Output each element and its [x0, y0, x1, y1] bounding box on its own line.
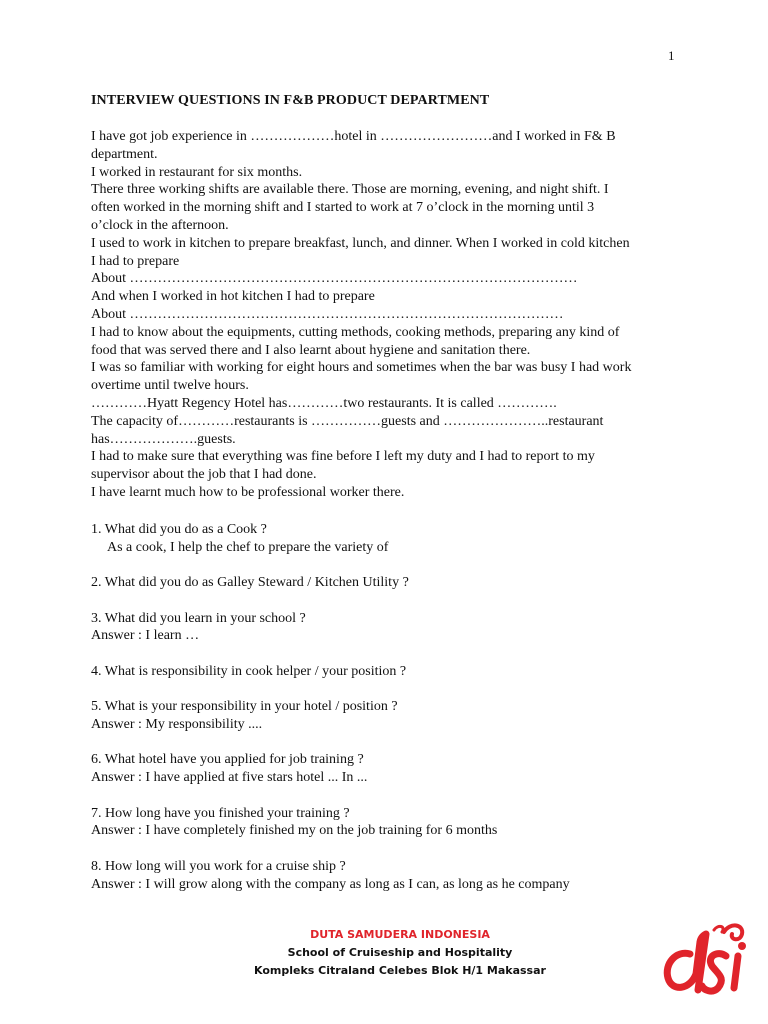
question-text: 6. What hotel have you applied for job training ? [91, 752, 364, 768]
intro-line: department. [91, 146, 158, 162]
question-list [91, 521, 691, 911]
intro-line: has……………….guests. [91, 431, 236, 447]
question-text: 3. What did you learn in your school ? [91, 610, 306, 626]
intro-line: o’clock in the afternoon. [91, 217, 229, 233]
intro-line: I have learnt much how to be professional worker there. [91, 484, 405, 500]
logo-dot-icon [738, 942, 746, 950]
intro-line: often worked in the morning shift and I started to work at 7 o’clock in the morning until 3 [91, 200, 595, 216]
question-item [91, 858, 691, 894]
intro-line: overtime until twelve hours. [91, 378, 249, 394]
intro-line: About …………………………………………………………………………………… [91, 271, 578, 287]
answer-text: As a cook, I help the chef to prepare the variety of [107, 539, 389, 555]
question-text: 1. What did you do as a Cook ? [91, 522, 267, 537]
intro-line: …………Hyatt Regency Hotel has…………two restaurants. It is called …………. [91, 395, 557, 411]
question-text: 4. What is responsibility in cook helper / your position ? [91, 663, 407, 679]
question-item [91, 805, 691, 841]
question-text: 2. What did you do as Galley Steward / Kitchen Utility ? [91, 575, 409, 591]
intro-line: I had to make sure that everything was fine before I left my duty and I had to report to my [91, 449, 595, 465]
question-item [91, 521, 691, 557]
question-text: 8. How long will you work for a cruise ship ? [91, 858, 346, 874]
intro-line: The capacity of…………restaurants is ……………guests and …………………..restaurant [91, 413, 604, 429]
answer-text: Answer : I will grow along with the company as long as I can, as long as he company [91, 876, 570, 892]
intro-line: There three working shifts are available there. Those are morning, evening, and night shift. I [91, 182, 609, 198]
logo-swirl-icon [724, 925, 742, 939]
intro-line: I was so familiar with working for eight hours and sometimes when the bar was busy I had work [91, 360, 632, 376]
question-text: 7. How long have you finished your training ? [91, 805, 350, 821]
logo-letter-i-icon [734, 956, 738, 988]
page-number: 1 [668, 48, 675, 63]
footer-address: Kompleks Citraland Celebes Blok H/1 Makassar [254, 964, 546, 977]
intro-line: I have got job experience in ………………hotel in ……………………and I worked in F& B [91, 129, 616, 144]
intro-line: And when I worked in hot kitchen I had to prepare [91, 289, 375, 305]
intro-line: I had to know about the equipments, cutting methods, cooking methods, preparing any kind of [91, 324, 620, 340]
intro-line: About ………………………………………………………………………………… [91, 306, 564, 322]
question-item [91, 663, 691, 681]
answer-text: Answer : I have applied at five stars hotel ... In ... [91, 770, 368, 786]
footer [210, 926, 590, 980]
logo-swirl-small-icon [714, 926, 723, 932]
question-item [91, 698, 691, 734]
answer-text: Answer : I have completely finished my on the job training for 6 months [91, 823, 498, 839]
dsi-logo [660, 920, 752, 1002]
question-text: 5. What is your responsibility in your hotel / position ? [91, 699, 398, 715]
intro-line: I worked in restaurant for six months. [91, 164, 303, 180]
question-item [91, 574, 691, 592]
footer-organization: DUTA SAMUDERA INDONESIA [310, 928, 490, 941]
question-item [91, 751, 691, 787]
intro-line: I used to work in kitchen to prepare breakfast, lunch, and dinner. When I worked in cold kitchen [91, 235, 630, 251]
answer-text: Answer : My responsibility .... [91, 716, 263, 732]
footer-school: School of Cruiseship and Hospitality [287, 946, 513, 959]
logo-letter-d-icon [667, 934, 706, 990]
intro-paragraph [91, 128, 691, 502]
intro-line: food that was served there and I also learnt about hygiene and sanitation there. [91, 342, 531, 358]
question-item [91, 610, 691, 646]
intro-line: supervisor about the job that I had done. [91, 467, 317, 483]
intro-line: I had to prepare [91, 253, 180, 269]
answer-text: Answer : I learn … [91, 628, 200, 644]
document-title: INTERVIEW QUESTIONS IN F&B PRODUCT DEPARTMENT [91, 93, 490, 108]
